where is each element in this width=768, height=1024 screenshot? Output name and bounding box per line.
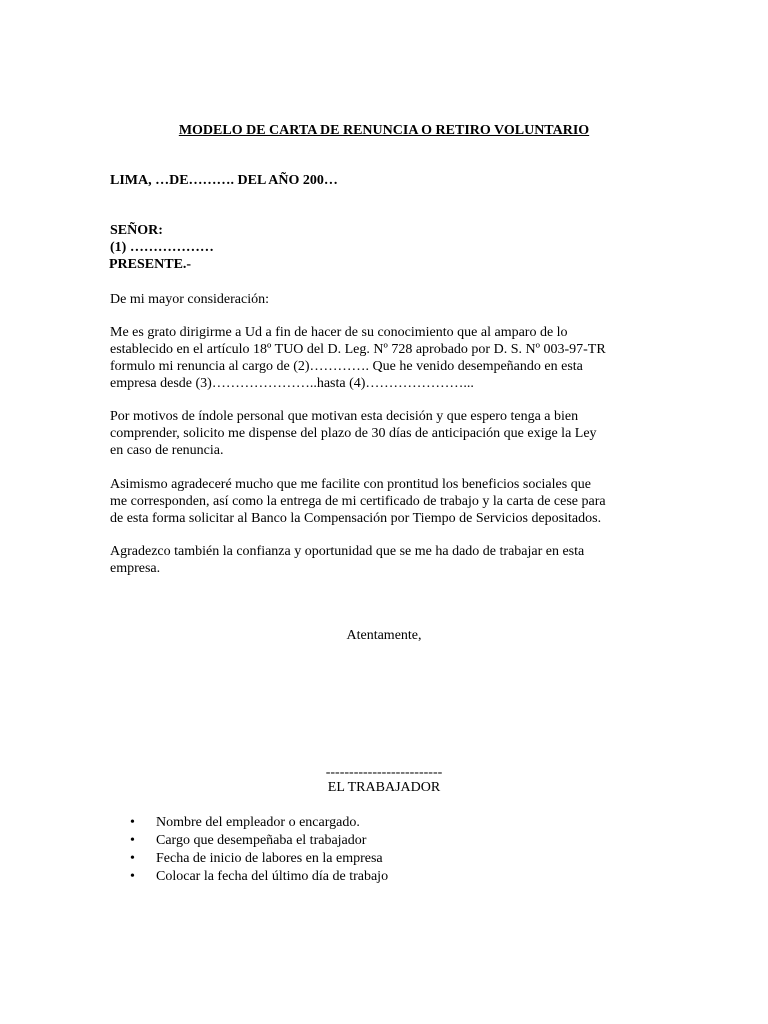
list-item bbox=[130, 850, 388, 868]
bullet-icon: • bbox=[130, 851, 135, 866]
footnotes-list bbox=[130, 814, 388, 886]
paragraph-line: me corresponden, así como la entrega de mi certificado de trabajo y la carta de cese para bbox=[110, 494, 606, 509]
signature-name: EL TRABAJADOR bbox=[327, 780, 441, 795]
paragraph-1 bbox=[110, 324, 670, 392]
paragraph-line: empresa. bbox=[110, 561, 161, 576]
greeting bbox=[110, 291, 670, 308]
bullet-icon: • bbox=[130, 869, 135, 884]
addressee-name-line: (1) ……………… bbox=[110, 240, 214, 255]
paragraph-line: empresa desde (3)…………………..hasta (4)…………………... bbox=[110, 376, 474, 391]
paragraph-3 bbox=[110, 476, 670, 527]
list-item-text: Nombre del empleador o encargado. bbox=[156, 815, 360, 830]
paragraph-2 bbox=[110, 408, 670, 459]
closing: Atentamente, bbox=[346, 628, 422, 643]
date-line: LIMA, …DE………. DEL AÑO 200… bbox=[110, 173, 338, 188]
salutation: SEÑOR: bbox=[110, 223, 163, 238]
paragraph-line: Me es grato dirigirme a Ud a fin de hacer de su conocimiento que al amparo de lo bbox=[110, 325, 568, 340]
paragraph-line: Por motivos de índole personal que motivan esta decisión y que espero tenga a bien bbox=[110, 409, 579, 424]
addressee-block bbox=[110, 222, 214, 273]
list-item-text: Fecha de inicio de labores en la empresa bbox=[156, 851, 383, 866]
presente-label: PRESENTE.- bbox=[109, 257, 192, 272]
list-item bbox=[130, 814, 388, 832]
list-item-text: Colocar la fecha del último día de trabajo bbox=[156, 869, 389, 884]
list-item bbox=[130, 868, 388, 886]
paragraph-4 bbox=[110, 543, 670, 577]
greeting-text: De mi mayor consideración: bbox=[110, 292, 270, 307]
paragraph-line: en caso de renuncia. bbox=[110, 443, 224, 458]
list-item bbox=[130, 832, 388, 850]
bullet-icon: • bbox=[130, 815, 135, 830]
document-title: MODELO DE CARTA DE RENUNCIA O RETIRO VOLUNTARIO bbox=[178, 123, 590, 138]
paragraph-line: comprender, solicito me dispense del plazo de 30 días de anticipación que exige la Ley bbox=[110, 426, 597, 441]
signature-line: ------------------------- bbox=[325, 765, 443, 780]
paragraph-line: Agradezco también la confianza y oportunidad que se me ha dado de trabajar en esta bbox=[110, 544, 585, 559]
paragraph-line: establecido en el artículo 18º TUO del D. Leg. Nº 728 aprobado por D. S. Nº 003-97-TR bbox=[110, 342, 606, 357]
bullet-icon: • bbox=[130, 833, 135, 848]
list-item-text: Cargo que desempeñaba el trabajador bbox=[156, 833, 367, 848]
paragraph-line: Asimismo agradeceré mucho que me facilite con prontitud los beneficios sociales que bbox=[110, 477, 591, 492]
paragraph-line: de esta forma solicitar al Banco la Compensación por Tiempo de Servicios depositados. bbox=[110, 511, 602, 526]
paragraph-line: formulo mi renuncia al cargo de (2)…………. Que he venido desempeñando en esta bbox=[110, 359, 583, 374]
